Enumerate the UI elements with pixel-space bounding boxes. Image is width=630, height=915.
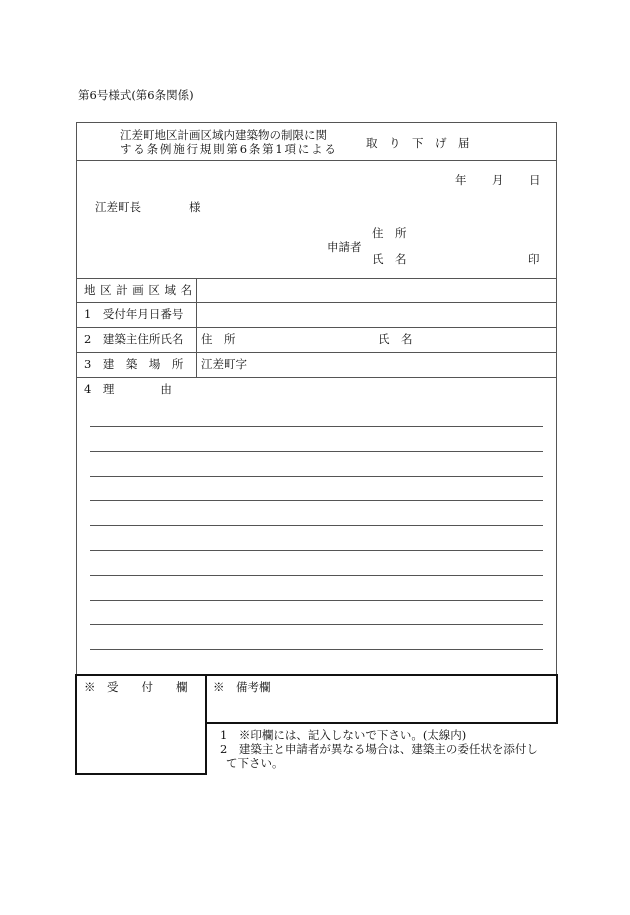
row-divider-4 (76, 352, 557, 353)
reason-line (90, 451, 543, 452)
date-month-label: 月 (492, 173, 504, 187)
date-day-label: 日 (529, 173, 541, 187)
reason-label: 4 理 由 (84, 382, 172, 396)
reason-line (90, 575, 543, 576)
note-2: 2 建築主と申請者が異なる場合は、建築主の委任状を添付し (220, 742, 538, 756)
note-2-continuation: て下さい。 (226, 756, 284, 770)
reason-line (90, 500, 543, 501)
document-type: 取 り 下 げ 届 (366, 136, 470, 150)
applicant-label: 申請者 (327, 240, 362, 254)
owner-name-label: 氏 名 (378, 332, 413, 346)
reason-line (90, 525, 543, 526)
receipt-label: 1 受付年月日番号 (84, 307, 184, 321)
reason-line (90, 550, 543, 551)
district-name-label: 地区計画区域名 (84, 283, 197, 297)
addressee-honorific: 様 (189, 200, 201, 214)
owner-address-label: 住 所 (201, 332, 236, 346)
frame-left (76, 122, 77, 675)
location-label: 3 建 築 場 所 (84, 357, 184, 371)
reason-line (90, 426, 543, 427)
reason-line (90, 476, 543, 477)
row-divider-5 (76, 377, 557, 378)
reason-line (90, 649, 543, 650)
owner-label: 2 建築主住所氏名 (84, 332, 184, 346)
note-1: 1 ※印欄には、記入しないで下さい。(太線内) (220, 728, 467, 742)
applicant-name-label: 氏 名 (372, 252, 407, 266)
reception-label: ※ 受 付 欄 (84, 680, 188, 694)
reason-line (90, 624, 543, 625)
addressee-name: 江差町長 (95, 200, 141, 214)
seal-label: 印 (528, 252, 540, 266)
date-year-label: 年 (455, 173, 467, 187)
frame-top (76, 122, 557, 123)
title-line-2: する条例施行規則第6条第1項による (120, 142, 338, 156)
row-divider-2 (76, 302, 557, 303)
header-divider (76, 160, 557, 161)
row-divider-1 (76, 278, 557, 279)
title-line-1: 江差町地区計画区域内建築物の制限に関 (120, 128, 327, 142)
applicant-address-label: 住 所 (372, 226, 407, 240)
row-divider-3 (76, 327, 557, 328)
remarks-label: ※ 備考欄 (213, 680, 271, 694)
location-value: 江差町字 (201, 357, 247, 371)
frame-right (556, 122, 557, 675)
reason-line (90, 600, 543, 601)
form-number: 第6号様式(第6条関係) (78, 88, 194, 102)
